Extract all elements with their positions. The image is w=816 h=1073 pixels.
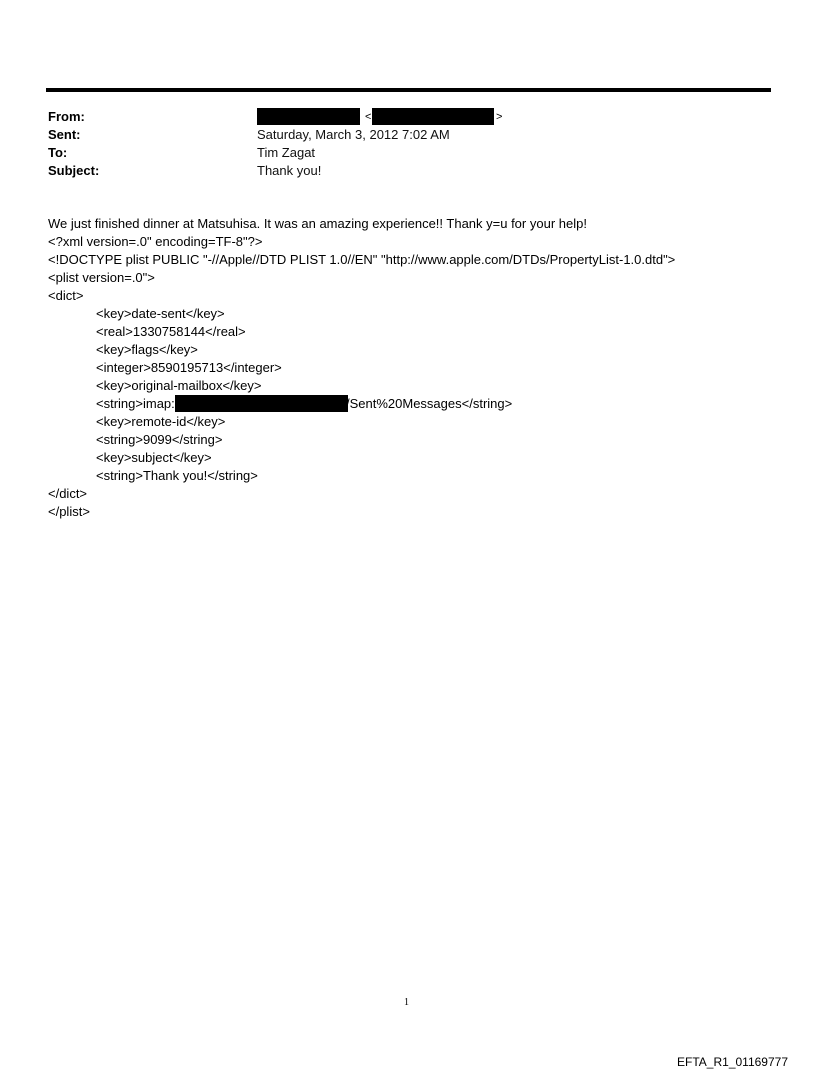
plist-close-line: </plist> <box>48 504 90 519</box>
xml-declaration-line: <?xml version=.0" encoding=TF-8"?> <box>48 234 263 249</box>
string-subject-line: <string>Thank you!</string> <box>96 468 258 483</box>
string-imap-suffix: /Sent%20Messages</string> <box>346 396 513 411</box>
from-close-bracket: > <box>496 111 503 123</box>
key-date-sent-line: <key>date-sent</key> <box>96 306 225 321</box>
key-subject-line: <key>subject</key> <box>96 450 212 465</box>
to-label: To: <box>48 145 68 160</box>
integer-value-line: <integer>8590195713</integer> <box>96 360 282 375</box>
subject-value: Thank you! <box>257 163 322 178</box>
string-imap-prefix: <string>imap: <box>96 396 175 411</box>
redaction-from-name <box>257 108 360 125</box>
string-remote-id-line: <string>9099</string> <box>96 432 223 447</box>
redaction-imap-account <box>175 395 348 412</box>
page-number: 1 <box>404 997 409 1008</box>
dict-open-line: <dict> <box>48 288 84 303</box>
document-id: EFTA_R1_01169777 <box>677 1055 788 1069</box>
header-rule <box>46 88 771 92</box>
sent-label: Sent: <box>48 127 81 142</box>
doctype-line: <!DOCTYPE plist PUBLIC "-//Apple//DTD PLIST 1.0//EN" "http://www.apple.com/DTDs/PropertyList-1.0.dtd"> <box>48 252 676 267</box>
key-original-mailbox-line: <key>original-mailbox</key> <box>96 378 262 393</box>
message-line: We just finished dinner at Matsuhisa. It was an amazing experience!! Thank y=u for your help! <box>48 216 587 231</box>
sent-value: Saturday, March 3, 2012 7:02 AM <box>257 127 450 142</box>
redaction-from-email <box>372 108 494 125</box>
key-remote-id-line: <key>remote-id</key> <box>96 414 226 429</box>
from-label: From: <box>48 109 85 124</box>
subject-label: Subject: <box>48 163 100 178</box>
real-value-line: <real>1330758144</real> <box>96 324 246 339</box>
key-flags-line: <key>flags</key> <box>96 342 198 357</box>
to-value: Tim Zagat <box>257 145 316 160</box>
dict-close-line: </dict> <box>48 486 88 501</box>
plist-open-line: <plist version=.0"> <box>48 270 155 285</box>
from-open-bracket: < <box>365 111 372 123</box>
